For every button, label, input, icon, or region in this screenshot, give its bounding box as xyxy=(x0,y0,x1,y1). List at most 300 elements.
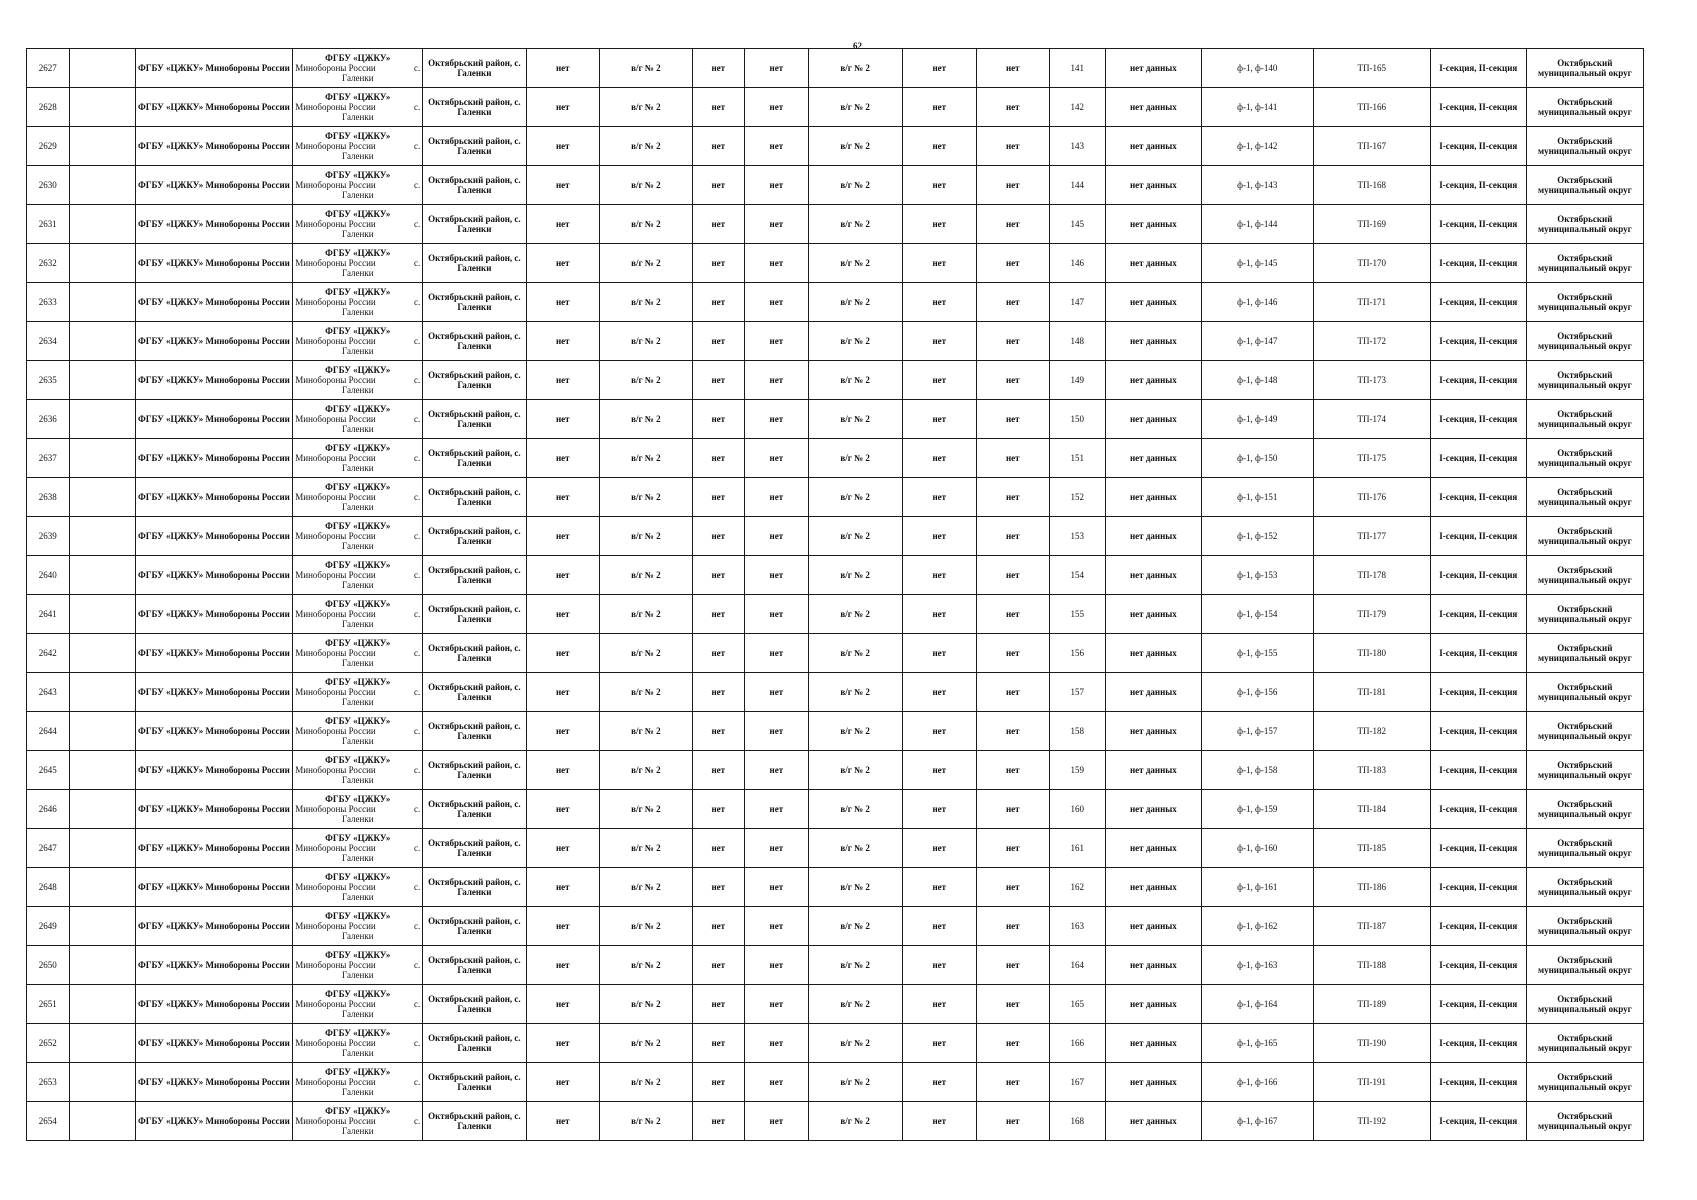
status-cell: нет xyxy=(902,907,977,946)
military-town: в/г № 2 xyxy=(808,595,902,634)
sections: I-секция, II-секция xyxy=(1430,205,1526,244)
org-settlement: Галенки xyxy=(341,541,374,551)
status-cell: нет xyxy=(744,205,808,244)
row-number: 2641 xyxy=(27,595,70,634)
empty-cell xyxy=(69,595,135,634)
status-cell: нет xyxy=(692,946,744,985)
sections: I-секция, II-секция xyxy=(1430,127,1526,166)
status-cell: нет xyxy=(526,1102,600,1141)
status-cell: нет xyxy=(744,868,808,907)
no-data: нет данных xyxy=(1105,595,1201,634)
org-name: ФГБУ «ЦЖКУ» xyxy=(325,638,391,648)
table-row xyxy=(27,790,1644,829)
row-number: 2652 xyxy=(27,1024,70,1063)
org-settlement: Галенки xyxy=(341,190,374,200)
feeder: ф-1, ф-145 xyxy=(1201,244,1313,283)
org-settlement: Галенки xyxy=(341,268,374,278)
address: Октябрьский район, с. Галенки xyxy=(423,439,526,478)
org-ministry: Минобороны России xyxy=(295,297,376,307)
status-cell: нет xyxy=(902,1024,977,1063)
org-name: ФГБУ «ЦЖКУ» xyxy=(325,677,391,687)
feeder: ф-1, ф-141 xyxy=(1201,88,1313,127)
status-cell: нет xyxy=(744,361,808,400)
row-number: 2647 xyxy=(27,829,70,868)
status-cell: нет xyxy=(744,400,808,439)
feeder: ф-1, ф-166 xyxy=(1201,1063,1313,1102)
organization-location xyxy=(293,595,423,634)
row-number: 2639 xyxy=(27,517,70,556)
address: Октябрьский район, с. Галенки xyxy=(423,985,526,1024)
status-cell: нет xyxy=(744,127,808,166)
row-number: 2628 xyxy=(27,88,70,127)
status-cell: нет xyxy=(692,1024,744,1063)
status-cell: нет xyxy=(902,439,977,478)
no-data: нет данных xyxy=(1105,985,1201,1024)
feeder: ф-1, ф-159 xyxy=(1201,790,1313,829)
org-ministry: Минобороны России xyxy=(295,804,376,814)
status-cell: нет xyxy=(526,556,600,595)
sections: I-секция, II-секция xyxy=(1430,1102,1526,1141)
table-row xyxy=(27,478,1644,517)
point-number: 145 xyxy=(1049,205,1105,244)
status-cell: нет xyxy=(692,556,744,595)
sections: I-секция, II-секция xyxy=(1430,907,1526,946)
status-cell: нет xyxy=(977,283,1049,322)
status-cell: нет xyxy=(902,673,977,712)
sections: I-секция, II-секция xyxy=(1430,712,1526,751)
address: Октябрьский район, с. Галенки xyxy=(423,595,526,634)
point-number: 151 xyxy=(1049,439,1105,478)
status-cell: нет xyxy=(692,400,744,439)
military-town: в/г № 2 xyxy=(808,49,902,88)
table-row xyxy=(27,673,1644,712)
military-town: в/г № 2 xyxy=(600,322,693,361)
substation: ТП-172 xyxy=(1313,322,1430,361)
org-name: ФГБУ «ЦЖКУ» xyxy=(325,170,391,180)
org-name: ФГБУ «ЦЖКУ» xyxy=(325,365,391,375)
status-cell: нет xyxy=(692,283,744,322)
organization-location xyxy=(293,751,423,790)
org-settlement-prefix: с. xyxy=(413,375,421,385)
status-cell: нет xyxy=(977,1102,1049,1141)
substation: ТП-174 xyxy=(1313,400,1430,439)
status-cell: нет xyxy=(692,829,744,868)
row-number: 2646 xyxy=(27,790,70,829)
municipal-district: Октябрьский муниципальный округ xyxy=(1526,49,1643,88)
org-settlement-prefix: с. xyxy=(413,336,421,346)
military-town: в/г № 2 xyxy=(808,517,902,556)
status-cell: нет xyxy=(902,400,977,439)
municipal-district: Октябрьский муниципальный округ xyxy=(1526,439,1643,478)
org-name: ФГБУ «ЦЖКУ» xyxy=(325,482,391,492)
org-settlement-prefix: с. xyxy=(413,258,421,268)
status-cell: нет xyxy=(526,244,600,283)
feeder: ф-1, ф-165 xyxy=(1201,1024,1313,1063)
organization: ФГБУ «ЦЖКУ» Минобороны России xyxy=(135,439,293,478)
feeder: ф-1, ф-142 xyxy=(1201,127,1313,166)
municipal-district: Октябрьский муниципальный округ xyxy=(1526,244,1643,283)
no-data: нет данных xyxy=(1105,166,1201,205)
organization-location xyxy=(293,946,423,985)
organization-location xyxy=(293,361,423,400)
org-settlement-prefix: с. xyxy=(413,648,421,658)
status-cell: нет xyxy=(977,88,1049,127)
organization: ФГБУ «ЦЖКУ» Минобороны России xyxy=(135,634,293,673)
status-cell: нет xyxy=(977,166,1049,205)
org-settlement: Галенки xyxy=(341,229,374,239)
military-town: в/г № 2 xyxy=(600,283,693,322)
address: Октябрьский район, с. Галенки xyxy=(423,283,526,322)
empty-cell xyxy=(69,907,135,946)
empty-cell xyxy=(69,1102,135,1141)
status-cell: нет xyxy=(902,634,977,673)
military-town: в/г № 2 xyxy=(600,244,693,283)
address: Октябрьский район, с. Галенки xyxy=(423,673,526,712)
feeder: ф-1, ф-156 xyxy=(1201,673,1313,712)
empty-cell xyxy=(69,712,135,751)
no-data: нет данных xyxy=(1105,49,1201,88)
table-row xyxy=(27,634,1644,673)
military-town: в/г № 2 xyxy=(600,400,693,439)
org-settlement-prefix: с. xyxy=(413,1077,421,1087)
row-number: 2638 xyxy=(27,478,70,517)
no-data: нет данных xyxy=(1105,1024,1201,1063)
row-number: 2631 xyxy=(27,205,70,244)
organization: ФГБУ «ЦЖКУ» Минобороны России xyxy=(135,790,293,829)
military-town: в/г № 2 xyxy=(600,439,693,478)
table-row xyxy=(27,751,1644,790)
org-ministry: Минобороны России xyxy=(295,1038,376,1048)
military-town: в/г № 2 xyxy=(600,88,693,127)
org-settlement: Галенки xyxy=(341,814,374,824)
status-cell: нет xyxy=(526,127,600,166)
organization: ФГБУ «ЦЖКУ» Минобороны России xyxy=(135,556,293,595)
no-data: нет данных xyxy=(1105,322,1201,361)
org-ministry: Минобороны России xyxy=(295,219,376,229)
org-ministry: Минобороны России xyxy=(295,453,376,463)
org-name: ФГБУ «ЦЖКУ» xyxy=(325,131,391,141)
status-cell: нет xyxy=(744,517,808,556)
military-town: в/г № 2 xyxy=(600,127,693,166)
row-number: 2629 xyxy=(27,127,70,166)
sections: I-секция, II-секция xyxy=(1430,790,1526,829)
no-data: нет данных xyxy=(1105,556,1201,595)
status-cell: нет xyxy=(692,517,744,556)
org-settlement-prefix: с. xyxy=(413,999,421,1009)
table-row xyxy=(27,49,1644,88)
address: Октябрьский район, с. Галенки xyxy=(423,322,526,361)
status-cell: нет xyxy=(692,673,744,712)
status-cell: нет xyxy=(744,244,808,283)
sections: I-секция, II-секция xyxy=(1430,322,1526,361)
substation: ТП-178 xyxy=(1313,556,1430,595)
status-cell: нет xyxy=(977,1024,1049,1063)
military-town: в/г № 2 xyxy=(600,868,693,907)
status-cell: нет xyxy=(744,49,808,88)
status-cell: нет xyxy=(902,985,977,1024)
table-row xyxy=(27,439,1644,478)
no-data: нет данных xyxy=(1105,400,1201,439)
address: Октябрьский район, с. Галенки xyxy=(423,517,526,556)
point-number: 163 xyxy=(1049,907,1105,946)
status-cell: нет xyxy=(526,790,600,829)
org-name: ФГБУ «ЦЖКУ» xyxy=(325,794,391,804)
address: Октябрьский район, с. Галенки xyxy=(423,634,526,673)
org-name: ФГБУ «ЦЖКУ» xyxy=(325,872,391,882)
feeder: ф-1, ф-151 xyxy=(1201,478,1313,517)
point-number: 144 xyxy=(1049,166,1105,205)
feeder: ф-1, ф-155 xyxy=(1201,634,1313,673)
status-cell: нет xyxy=(744,322,808,361)
feeder: ф-1, ф-167 xyxy=(1201,1102,1313,1141)
row-number: 2636 xyxy=(27,400,70,439)
org-ministry: Минобороны России xyxy=(295,1116,376,1126)
sections: I-секция, II-секция xyxy=(1430,517,1526,556)
no-data: нет данных xyxy=(1105,361,1201,400)
row-number: 2653 xyxy=(27,1063,70,1102)
table-row xyxy=(27,712,1644,751)
status-cell: нет xyxy=(526,361,600,400)
substation: ТП-181 xyxy=(1313,673,1430,712)
org-settlement-prefix: с. xyxy=(413,570,421,580)
status-cell: нет xyxy=(977,673,1049,712)
status-cell: нет xyxy=(902,1102,977,1141)
feeder: ф-1, ф-144 xyxy=(1201,205,1313,244)
empty-cell xyxy=(69,283,135,322)
row-number: 2654 xyxy=(27,1102,70,1141)
row-number: 2632 xyxy=(27,244,70,283)
military-town: в/г № 2 xyxy=(600,712,693,751)
sections: I-секция, II-секция xyxy=(1430,49,1526,88)
military-town: в/г № 2 xyxy=(808,283,902,322)
sections: I-секция, II-секция xyxy=(1430,751,1526,790)
status-cell: нет xyxy=(692,712,744,751)
military-town: в/г № 2 xyxy=(600,751,693,790)
status-cell: нет xyxy=(692,127,744,166)
status-cell: нет xyxy=(977,829,1049,868)
table-row xyxy=(27,985,1644,1024)
org-ministry: Минобороны России xyxy=(295,999,376,1009)
municipal-district: Октябрьский муниципальный округ xyxy=(1526,400,1643,439)
sections: I-секция, II-секция xyxy=(1430,985,1526,1024)
military-town: в/г № 2 xyxy=(600,790,693,829)
organization-location xyxy=(293,985,423,1024)
org-settlement: Галенки xyxy=(341,775,374,785)
feeder: ф-1, ф-161 xyxy=(1201,868,1313,907)
status-cell: нет xyxy=(744,439,808,478)
table-row xyxy=(27,361,1644,400)
org-name: ФГБУ «ЦЖКУ» xyxy=(325,1106,391,1116)
status-cell: нет xyxy=(744,790,808,829)
table-row xyxy=(27,595,1644,634)
no-data: нет данных xyxy=(1105,205,1201,244)
substation: ТП-184 xyxy=(1313,790,1430,829)
point-number: 162 xyxy=(1049,868,1105,907)
organization-location xyxy=(293,1102,423,1141)
organization: ФГБУ «ЦЖКУ» Минобороны России xyxy=(135,673,293,712)
row-number: 2630 xyxy=(27,166,70,205)
status-cell: нет xyxy=(744,946,808,985)
org-ministry: Минобороны России xyxy=(295,375,376,385)
table-row xyxy=(27,907,1644,946)
status-cell: нет xyxy=(977,205,1049,244)
feeder: ф-1, ф-148 xyxy=(1201,361,1313,400)
org-name: ФГБУ «ЦЖКУ» xyxy=(325,911,391,921)
organization-location xyxy=(293,478,423,517)
table-row xyxy=(27,205,1644,244)
point-number: 142 xyxy=(1049,88,1105,127)
empty-cell xyxy=(69,244,135,283)
table-row xyxy=(27,166,1644,205)
point-number: 154 xyxy=(1049,556,1105,595)
status-cell: нет xyxy=(692,595,744,634)
organization-location xyxy=(293,166,423,205)
status-cell: нет xyxy=(526,283,600,322)
point-number: 143 xyxy=(1049,127,1105,166)
org-ministry: Минобороны России xyxy=(295,414,376,424)
point-number: 148 xyxy=(1049,322,1105,361)
status-cell: нет xyxy=(977,868,1049,907)
status-cell: нет xyxy=(902,751,977,790)
org-ministry: Минобороны России xyxy=(295,960,376,970)
no-data: нет данных xyxy=(1105,790,1201,829)
status-cell: нет xyxy=(902,88,977,127)
military-town: в/г № 2 xyxy=(600,946,693,985)
military-town: в/г № 2 xyxy=(808,1102,902,1141)
organization-location xyxy=(293,322,423,361)
military-town: в/г № 2 xyxy=(808,946,902,985)
municipal-district: Октябрьский муниципальный округ xyxy=(1526,88,1643,127)
org-settlement: Галенки xyxy=(341,853,374,863)
sections: I-секция, II-секция xyxy=(1430,88,1526,127)
military-town: в/г № 2 xyxy=(600,907,693,946)
org-name: ФГБУ «ЦЖКУ» xyxy=(325,287,391,297)
row-number: 2637 xyxy=(27,439,70,478)
status-cell: нет xyxy=(902,868,977,907)
status-cell: нет xyxy=(902,49,977,88)
no-data: нет данных xyxy=(1105,1063,1201,1102)
organization-location xyxy=(293,556,423,595)
organization: ФГБУ «ЦЖКУ» Минобороны России xyxy=(135,127,293,166)
military-town: в/г № 2 xyxy=(600,985,693,1024)
status-cell: нет xyxy=(744,907,808,946)
feeder: ф-1, ф-162 xyxy=(1201,907,1313,946)
sections: I-секция, II-секция xyxy=(1430,439,1526,478)
org-ministry: Минобороны России xyxy=(295,1077,376,1087)
org-settlement: Галенки xyxy=(341,658,374,668)
municipal-district: Октябрьский муниципальный округ xyxy=(1526,712,1643,751)
status-cell: нет xyxy=(526,49,600,88)
org-ministry: Минобороны России xyxy=(295,492,376,502)
substation: ТП-170 xyxy=(1313,244,1430,283)
municipal-district: Октябрьский муниципальный округ xyxy=(1526,868,1643,907)
feeder: ф-1, ф-147 xyxy=(1201,322,1313,361)
status-cell: нет xyxy=(744,166,808,205)
status-cell: нет xyxy=(977,439,1049,478)
no-data: нет данных xyxy=(1105,907,1201,946)
table-row xyxy=(27,868,1644,907)
address: Октябрьский район, с. Галенки xyxy=(423,400,526,439)
status-cell: нет xyxy=(692,88,744,127)
row-number: 2635 xyxy=(27,361,70,400)
substation: ТП-191 xyxy=(1313,1063,1430,1102)
org-settlement: Галенки xyxy=(341,697,374,707)
status-cell: нет xyxy=(526,517,600,556)
org-name: ФГБУ «ЦЖКУ» xyxy=(325,950,391,960)
no-data: нет данных xyxy=(1105,88,1201,127)
military-town: в/г № 2 xyxy=(600,595,693,634)
status-cell: нет xyxy=(744,478,808,517)
point-number: 149 xyxy=(1049,361,1105,400)
table-row xyxy=(27,829,1644,868)
municipal-district: Октябрьский муниципальный округ xyxy=(1526,1024,1643,1063)
org-settlement: Галенки xyxy=(341,1009,374,1019)
no-data: нет данных xyxy=(1105,946,1201,985)
org-ministry: Минобороны России xyxy=(295,258,376,268)
status-cell: нет xyxy=(744,751,808,790)
feeder: ф-1, ф-140 xyxy=(1201,49,1313,88)
empty-cell xyxy=(69,634,135,673)
organization: ФГБУ «ЦЖКУ» Минобороны России xyxy=(135,88,293,127)
status-cell: нет xyxy=(692,49,744,88)
status-cell: нет xyxy=(526,166,600,205)
address: Октябрьский район, с. Галенки xyxy=(423,712,526,751)
sections: I-секция, II-секция xyxy=(1430,829,1526,868)
status-cell: нет xyxy=(977,985,1049,1024)
organization-location xyxy=(293,205,423,244)
address: Октябрьский район, с. Галенки xyxy=(423,127,526,166)
organization-location xyxy=(293,439,423,478)
status-cell: нет xyxy=(692,907,744,946)
military-town: в/г № 2 xyxy=(600,634,693,673)
feeder: ф-1, ф-158 xyxy=(1201,751,1313,790)
substation: ТП-165 xyxy=(1313,49,1430,88)
point-number: 166 xyxy=(1049,1024,1105,1063)
status-cell: нет xyxy=(526,907,600,946)
military-town: в/г № 2 xyxy=(808,361,902,400)
sections: I-секция, II-секция xyxy=(1430,400,1526,439)
status-cell: нет xyxy=(744,673,808,712)
organization: ФГБУ «ЦЖКУ» Минобороны России xyxy=(135,868,293,907)
status-cell: нет xyxy=(977,478,1049,517)
status-cell: нет xyxy=(744,1024,808,1063)
address: Октябрьский район, с. Галенки xyxy=(423,751,526,790)
point-number: 160 xyxy=(1049,790,1105,829)
status-cell: нет xyxy=(902,361,977,400)
substation: ТП-186 xyxy=(1313,868,1430,907)
organization-location xyxy=(293,868,423,907)
status-cell: нет xyxy=(977,946,1049,985)
feeder: ф-1, ф-154 xyxy=(1201,595,1313,634)
point-number: 158 xyxy=(1049,712,1105,751)
sections: I-секция, II-секция xyxy=(1430,634,1526,673)
address: Октябрьский район, с. Галенки xyxy=(423,556,526,595)
military-town: в/г № 2 xyxy=(600,166,693,205)
feeder: ф-1, ф-164 xyxy=(1201,985,1313,1024)
military-town: в/г № 2 xyxy=(808,400,902,439)
point-number: 164 xyxy=(1049,946,1105,985)
point-number: 161 xyxy=(1049,829,1105,868)
organization-location xyxy=(293,127,423,166)
substation: ТП-171 xyxy=(1313,283,1430,322)
feeder: ф-1, ф-152 xyxy=(1201,517,1313,556)
org-ministry: Минобороны России xyxy=(295,336,376,346)
sections: I-секция, II-секция xyxy=(1430,478,1526,517)
row-number: 2644 xyxy=(27,712,70,751)
military-town: в/г № 2 xyxy=(808,985,902,1024)
org-name: ФГБУ «ЦЖКУ» xyxy=(325,599,391,609)
org-settlement: Галенки xyxy=(341,1087,374,1097)
